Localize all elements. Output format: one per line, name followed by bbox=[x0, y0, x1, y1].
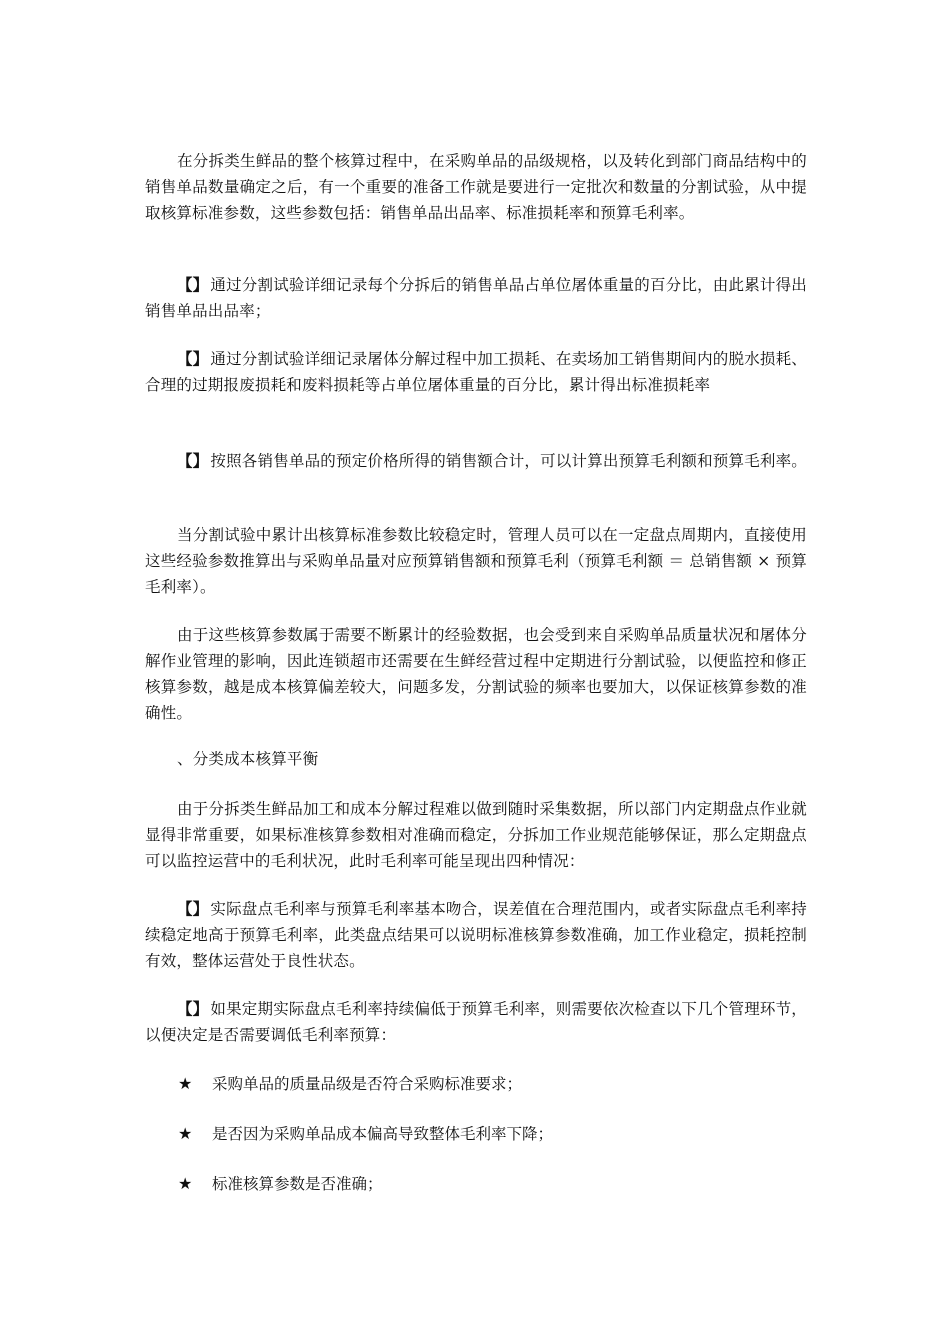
paragraph-stable-params: 当分割试验中累计出核算标准参数比较稳定时，管理人员可以在一定盘点周期内，直接使用这些经验参数推算出与采购单品量对应预算销售额和预算毛利（预算毛利额 ＝ 总销售额 × 预算毛利率）。 bbox=[145, 526, 807, 596]
paragraph-inventory: 由于分拆类生鲜品加工和成本分解过程难以做到随时采集数据，所以部门内定期盘点作业就显得非常重要，如果标准核算参数相对准确而稳定，分拆加工作业规范能够保证，那么定期盘点可以监控运营中的毛利状况，此时毛利率可能呈现出四种情况： bbox=[145, 800, 807, 870]
paragraph-intro: 在分拆类生鲜品的整个核算过程中，在采购单品的品级规格，以及转化到部门商品结构中的销售单品数量确定之后，有一个重要的准备工作就是要进行一定批次和数量的分割试验，从中提取核算标准参数，这些参数包括：销售单品出品率、标准损耗率和预算毛利率。 bbox=[145, 152, 807, 222]
checklist-item: ★ 采购单品的质量品级是否符合采购标准要求； bbox=[178, 1071, 808, 1097]
paragraph-periodic-test: 由于这些核算参数属于需要不断累计的经验数据，也会受到来自采购单品质量状况和屠体分解作业管理的影响，因此连锁超市还需要在生鲜经营过程中定期进行分割试验，以便监控和修正核算参数，越是成本核算偏差较大，问题多发，分割试验的频率也要加大，以保证核算参数的准确性。 bbox=[145, 626, 807, 722]
bracket-marker: 【】 bbox=[177, 275, 209, 294]
section-heading: 、分类成本核算平衡 bbox=[177, 750, 319, 768]
paragraph-gross-margin: 【】 按照各销售单品的预定价格所得的销售额合计，可以计算出预算毛利额和预算毛利率。 bbox=[177, 451, 808, 470]
bracket-marker: 【】 bbox=[177, 451, 209, 470]
star-icon: ★ bbox=[178, 1124, 193, 1143]
paragraph-case-normal: 【】 实际盘点毛利率与预算毛利率基本吻合，误差值在合理范围内，或者实际盘点毛利率持续稳定地高于预算毛利率，此类盘点结果可以说明标准核算参数准确，加工作业稳定，损耗控制有效，整体运营处于良性状态。 bbox=[145, 899, 808, 970]
paragraph-yield-rate: 【】 通过分割试验详细记录每个分拆后的销售单品占单位屠体重量的百分比，由此累计得出销售单品出品率； bbox=[145, 275, 808, 320]
bracket-marker: 【】 bbox=[177, 349, 209, 368]
bracket-marker: 【】 bbox=[177, 899, 209, 918]
paragraph-loss-rate: 【】 通过分割试验详细记录屠体分解过程中加工损耗、在卖场加工销售期间内的脱水损耗、合理的过期报废损耗和废料损耗等占单位屠体重量的百分比，累计得出标准损耗率 bbox=[145, 349, 808, 394]
checklist-item: ★ 标准核算参数是否准确； bbox=[178, 1171, 808, 1197]
checklist-item: ★ 是否因为采购单品成本偏高导致整体毛利率下降； bbox=[178, 1121, 808, 1147]
star-icon: ★ bbox=[178, 1074, 193, 1093]
paragraph-case-low: 【】 如果定期实际盘点毛利率持续偏低于预算毛利率，则需要依次检查以下几个管理环节，以便决定是否需要调低毛利率预算： bbox=[145, 999, 808, 1044]
bracket-marker: 【】 bbox=[177, 999, 209, 1018]
star-icon: ★ bbox=[178, 1174, 193, 1193]
